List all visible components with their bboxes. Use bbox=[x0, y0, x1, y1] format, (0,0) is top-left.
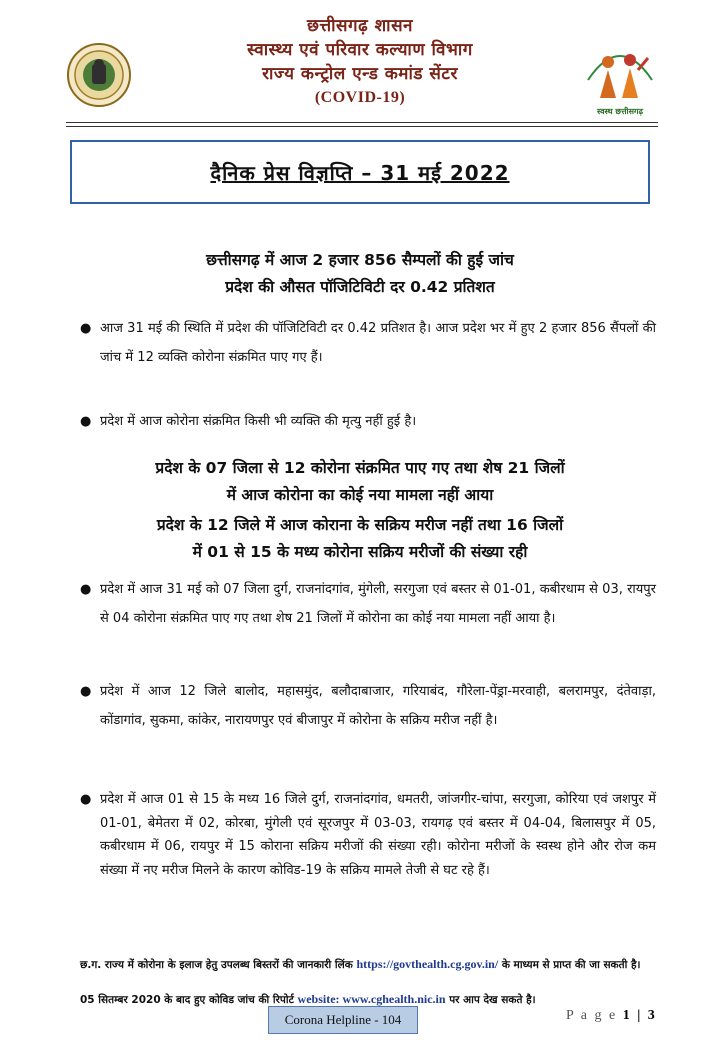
corona-helpline-box: Corona Helpline - 104 bbox=[268, 1006, 418, 1034]
bullet-icon: ● bbox=[80, 792, 92, 807]
list-item: ● प्रदेश में आज 01 से 15 के मध्य 16 जिले दुर्ग, राजनांदगांव, धमतरी, जांजगीर-चांपा, सरगुजा, कोरिया एवं जशपुर में 01-01, बेमेतरा में 02, कोरबा, मुंगेली एवं सूरजपुर में 03-03, रायगढ़ एवं बस्तर में 04-04, बिलासपुर में 05, कबीरधाम में 06, रायपुर में 15 कोराना सक्रिय मरीजों की संख्या रही। कोरोना मरीजों के स्वस्थ होने और रोज कम संख्या में नए मरीज मिलने के कारण कोविड-19 के सक्रिय मामले तेजी से घट रहे हैं। bbox=[100, 788, 656, 882]
cghealth-link[interactable]: website: www.cghealth.nic.in bbox=[297, 992, 446, 1006]
list-item: ● आज 31 मई की स्थिति में प्रदेश की पॉजिटिविटी दर 0.42 प्रतिशत है। आज प्रदेश भर में हुए 2 हजार 856 सैंपलों की जांच में 12 व्यक्ति कोरोना संक्रमित पाए गए हैं। bbox=[100, 314, 656, 372]
header-divider bbox=[66, 122, 658, 123]
section2-heading-line4: में 01 से 15 के मध्य कोरोना सक्रिय मरीजों की संख्या रही bbox=[192, 543, 528, 561]
swasth-chhattisgarh-logo bbox=[578, 40, 662, 116]
section1-heading-line2: प्रदेश की औसत पॉजिटिविटी दर 0.42 प्रतिशत bbox=[225, 278, 495, 296]
header-govt-name: छत्तीसगढ़ शासन bbox=[306, 16, 413, 36]
section1-heading-line1: छत्तीसगढ़ में आज 2 हजार 856 सैम्पलों की हुई जांच bbox=[206, 251, 514, 269]
list-item: ● प्रदेश में आज कोरोना संक्रमित किसी भी व्यक्ति की मृत्यु नहीं हुई है। bbox=[100, 407, 656, 436]
letterhead bbox=[0, 6, 720, 118]
govthealth-link[interactable]: https://govthealth.cg.gov.in/ bbox=[356, 957, 499, 971]
section2-heading-line2: में आज कोरोना का कोई नया मामला नहीं आया bbox=[226, 486, 494, 504]
header-department: स्वास्थ्य एवं परिवार कल्याण विभाग bbox=[247, 40, 473, 60]
press-release-title-box bbox=[70, 140, 650, 204]
header-covid-tag: (COVID-19) bbox=[314, 89, 406, 106]
bullet-icon: ● bbox=[80, 321, 92, 336]
page-number: P a g e 1 | 3 bbox=[566, 1008, 657, 1023]
section2-heading-line1: प्रदेश के 07 जिला से 12 कोरोना संक्रमित पाए गए तथा शेष 21 जिलों bbox=[155, 459, 565, 477]
footer-bed-info: छ.ग. राज्य में कोरोना के इलाज हेतु उपलब्ध बिस्तरों की जानकारी लिंक https://govthealth.cg.gov.in/ के माध्यम से प्राप्त की जा सकती है। bbox=[80, 957, 641, 971]
bullet-icon: ● bbox=[80, 684, 92, 699]
list-item: ● प्रदेश में आज 31 मई को 07 जिला दुर्ग, राजनांदगांव, मुंगेली, सरगुजा एवं बस्तर से 01-01, कबीरधाम से 03, रायपुर से 04 कोरोना संक्रमित पाए गए तथा शेष 21 जिलों में कोरोना का कोई नया मामला नहीं आया है। bbox=[100, 575, 656, 633]
list-item: ● प्रदेश में आज 12 जिले बालोद, महासमुंद, बलौदाबाजार, गरियाबंद, गौरेला-पेंड्रा-मरवाही, बलरामपुर, दंतेवाड़ा, कोंडागांव, सुकमा, कांकेर, नारायणपुर एवं बीजापुर में कोरोना के सक्रिय मरीज नहीं है। bbox=[100, 677, 656, 735]
press-release-title: दैनिक प्रेस विज्ञप्ति – 31 मई 2022 bbox=[210, 160, 510, 185]
footer-test-report: 05 सितम्बर 2020 के बाद हुए कोविड जांच की रिपोर्ट website: www.cghealth.nic.in पर आप देख सकते है। bbox=[80, 992, 536, 1006]
section2-heading-line3: प्रदेश के 12 जिले में आज कोराना के सक्रिय मरीज नहीं तथा 16 जिलों bbox=[156, 516, 564, 534]
bullet-icon: ● bbox=[80, 414, 92, 429]
header-divider-second bbox=[66, 126, 658, 127]
bullet-icon: ● bbox=[80, 582, 92, 597]
header-centre: राज्य कन्ट्रोल एन्ड कमांड सेंटर bbox=[262, 64, 458, 84]
logo-caption: स्वस्थ छत्तीसगढ़ bbox=[596, 107, 644, 116]
state-emblem-logo bbox=[66, 42, 132, 108]
